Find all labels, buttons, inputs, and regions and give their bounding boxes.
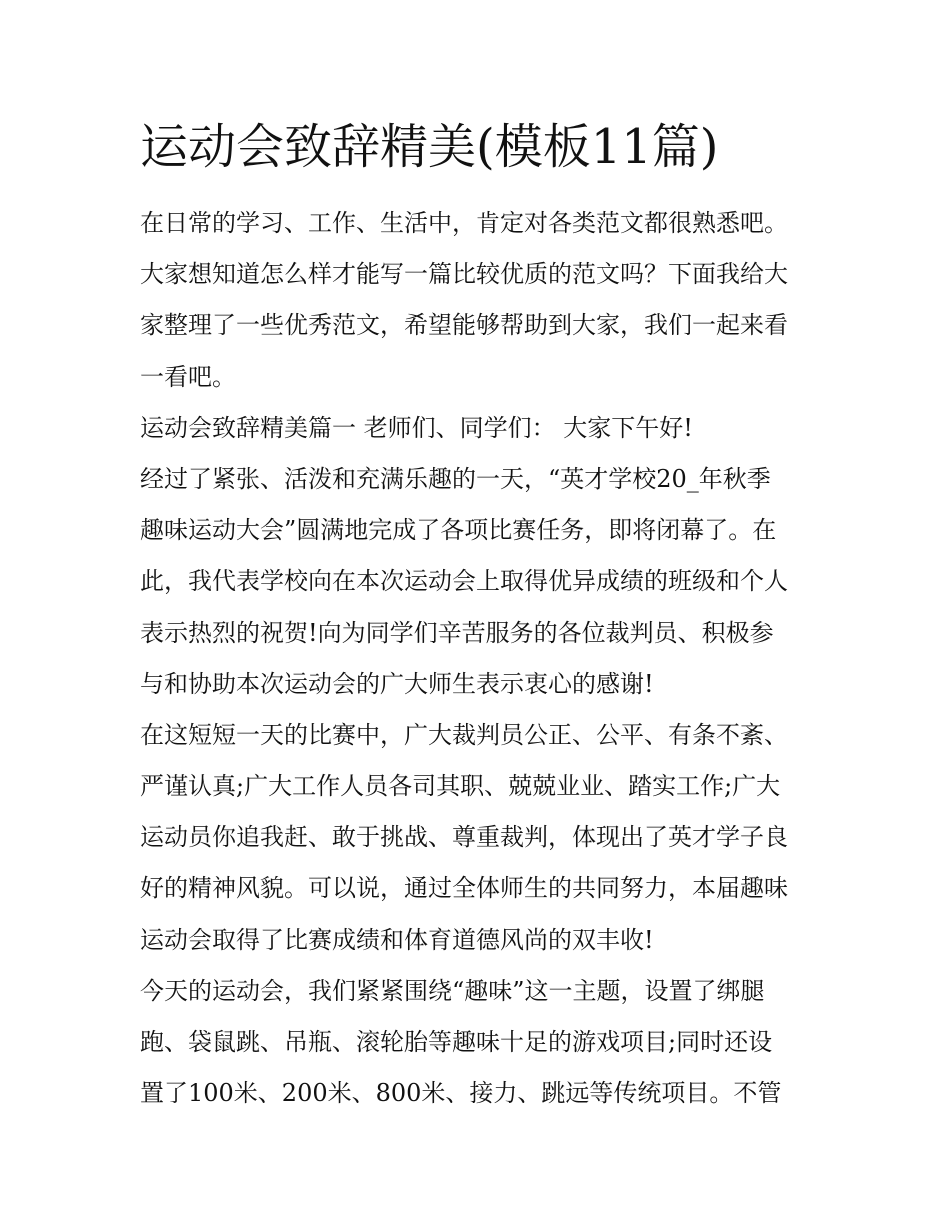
paragraph-line: 置了100米、200米、800米、接力、跳远等传统项目。不管	[140, 1079, 782, 1108]
document-title: 运动会致辞精美(模板11篇)	[140, 119, 719, 175]
paragraph-line: 今天的运动会，我们紧紧围绕“趣味”这一主题，设置了绑腿	[140, 976, 765, 1005]
paragraph-line: 在这短短一天的比赛中，广大裁判员公正、公平、有条不紊、	[140, 720, 788, 749]
paragraph-line: 严谨认真;广大工作人员各司其职、兢兢业业、踏实工作;广大	[140, 772, 781, 801]
paragraph-line: 此，我代表学校向在本次运动会上取得优异成绩的班级和个人	[140, 567, 788, 596]
section-heading-line: 运动会致辞精美篇一 老师们、同学们： 大家下午好!	[140, 413, 693, 442]
paragraph-line: 一看吧。	[140, 362, 236, 391]
document-body	[140, 198, 820, 1119]
paragraph-line: 在日常的学习、工作、生活中，肯定对各类范文都很熟悉吧。	[140, 209, 788, 237]
paragraph-line: 运动会取得了比赛成绩和体育道德风尚的双丰收!	[140, 925, 654, 954]
paragraph-line: 趣味运动大会”圆满地完成了各项比赛任务，即将闭幕了。在	[140, 516, 777, 545]
paragraph-line: 与和协助本次运动会的广大师生表示衷心的感谢!	[140, 669, 654, 698]
paragraph-line: 经过了紧张、活泼和充满乐趣的一天，“英才学校20_年秋季	[140, 464, 771, 493]
paragraph-line: 大家想知道怎么样才能写一篇比较优质的范文吗？下面我给大	[140, 260, 788, 289]
paragraph-line: 表示热烈的祝贺!向为同学们辛苦服务的各位裁判员、积极参	[140, 618, 774, 647]
paragraph-line: 跑、袋鼠跳、吊瓶、滚轮胎等趣味十足的游戏项目;同时还设	[140, 1028, 773, 1056]
paragraph-line: 运动员你追我赶、敢于挑战、尊重裁判，体现出了英才学子良	[140, 823, 788, 852]
paragraph-line: 好的精神风貌。可以说，通过全体师生的共同努力，本届趣味	[140, 874, 788, 903]
paragraph-line: 家整理了一些优秀范文，希望能够帮助到大家，我们一起来看	[140, 311, 788, 340]
